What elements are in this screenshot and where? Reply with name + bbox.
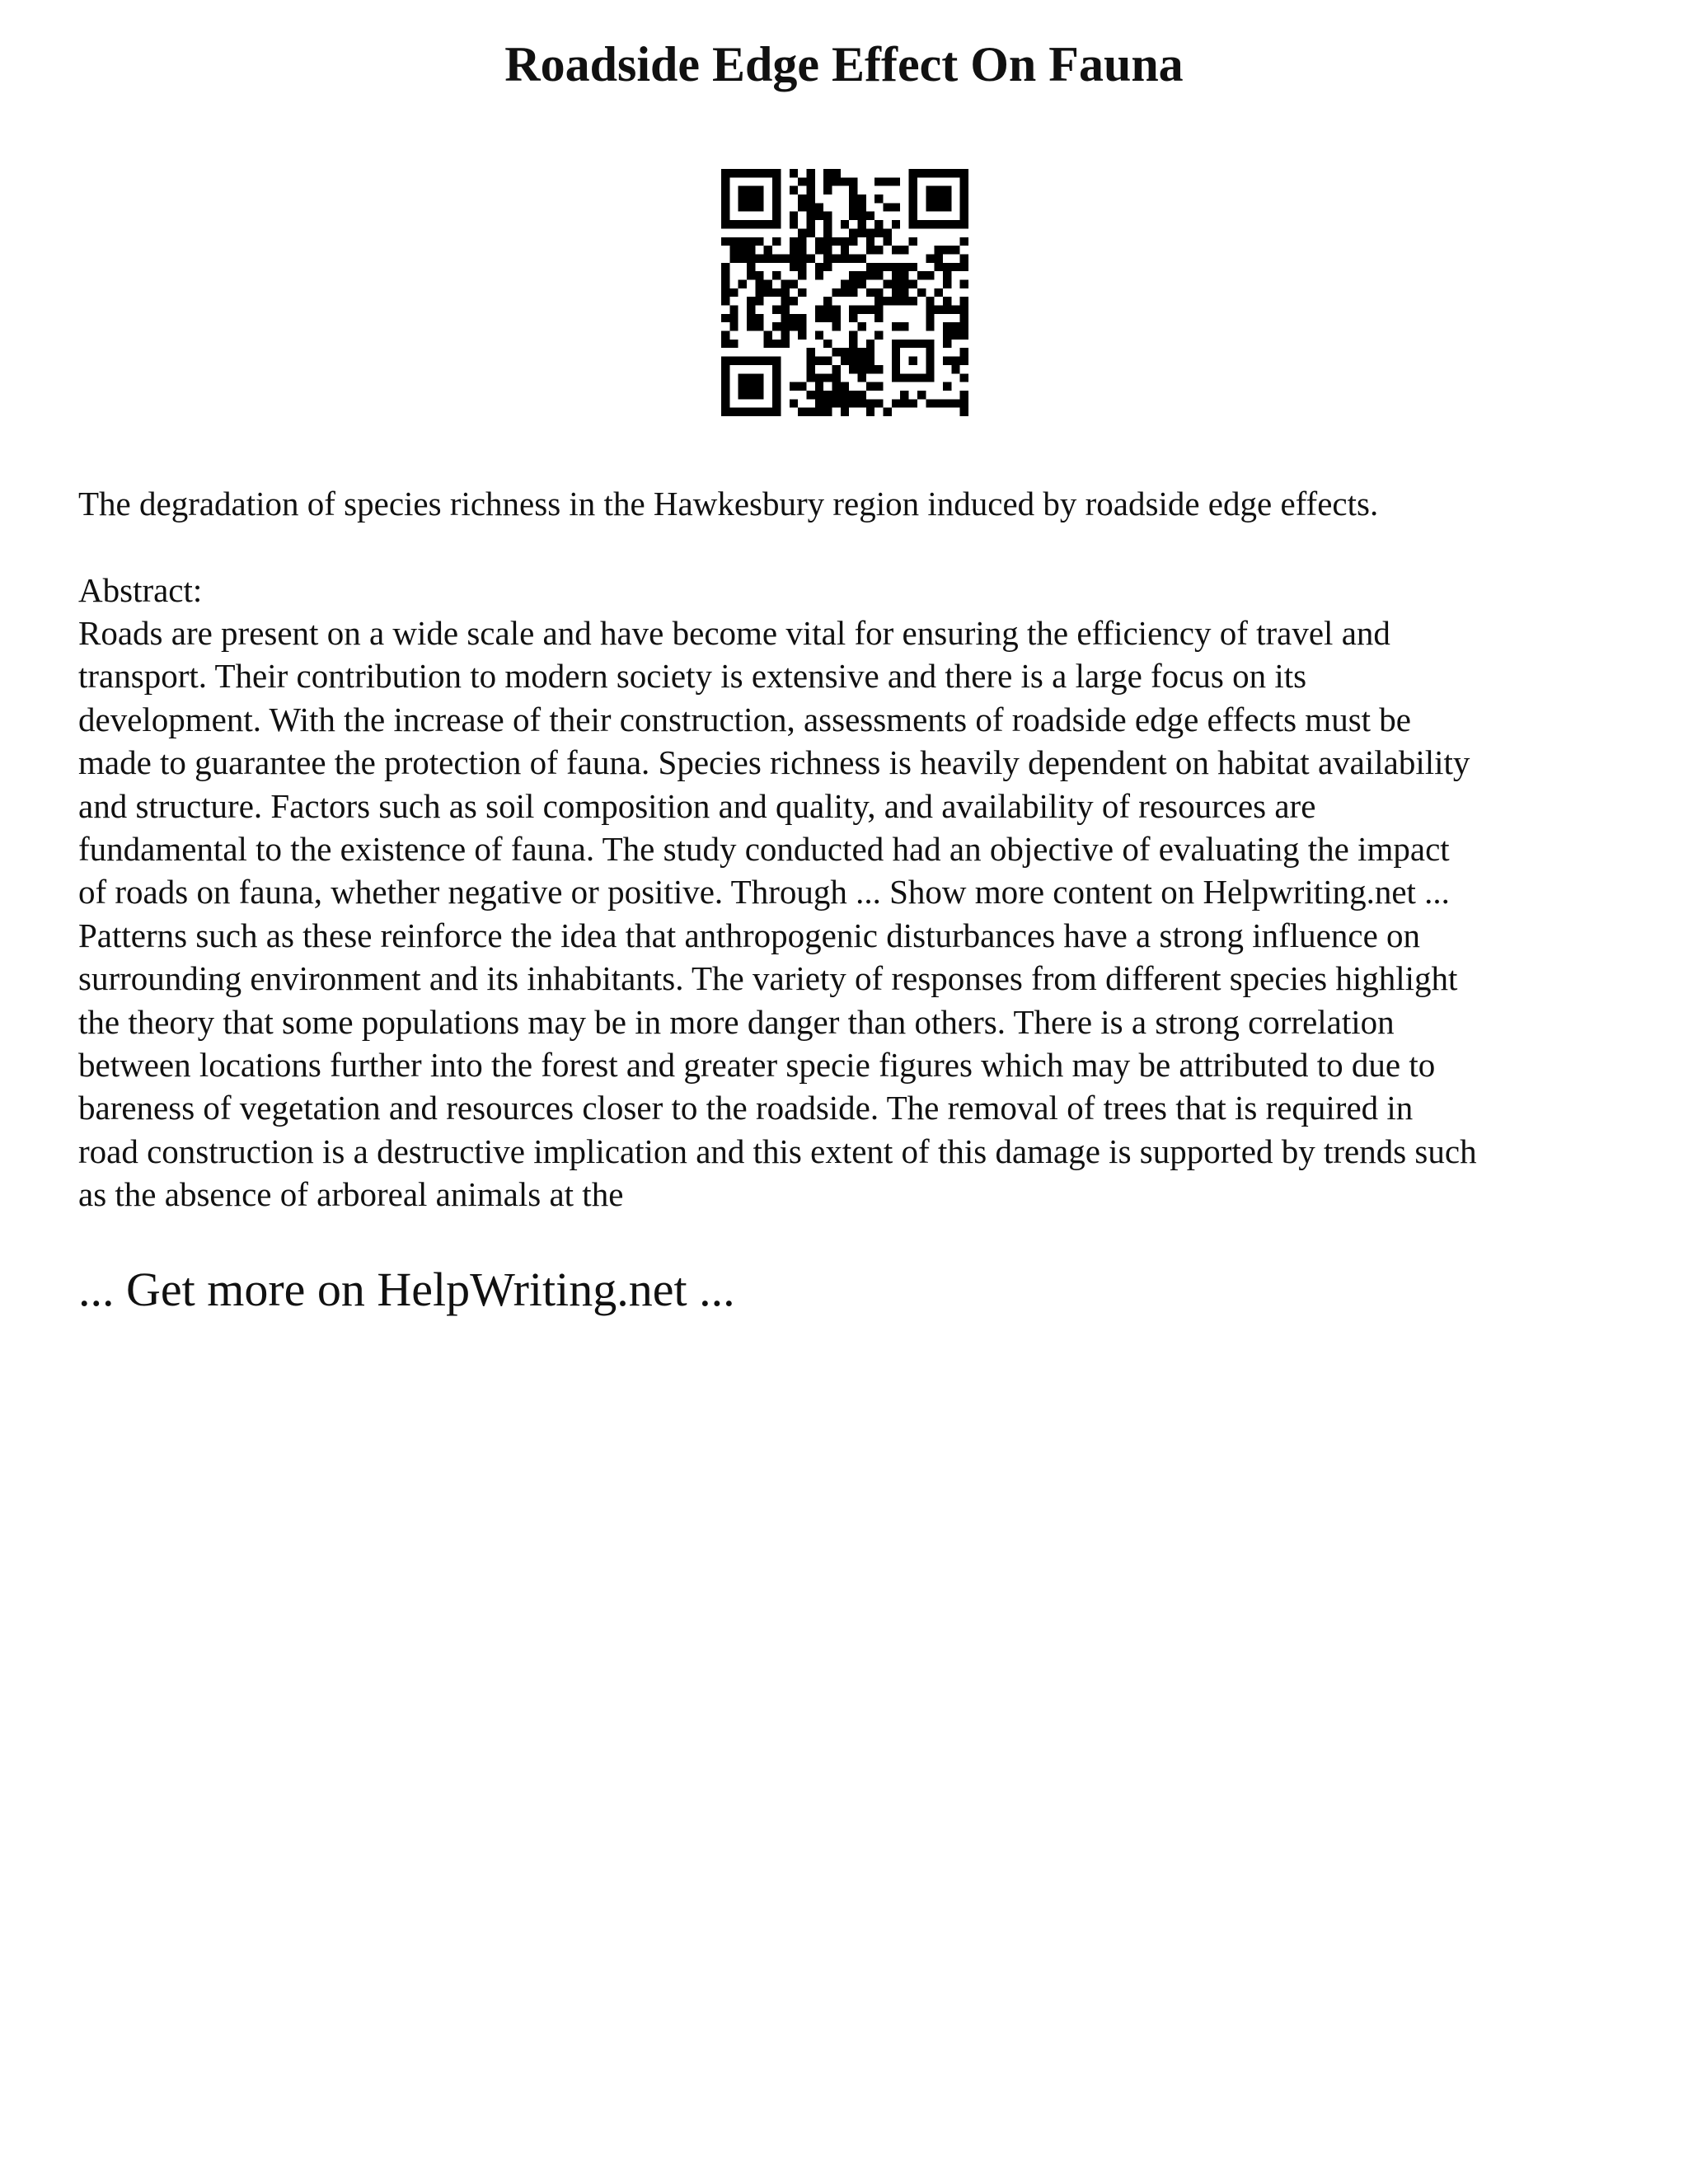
abstract-line: Patterns such as these reinforce the idea that anthropogenic disturbances have a strong influence on [78,916,1421,954]
abstract-line: road construction is a destructive implication and this extent of this damage is supported by trends such [78,1132,1477,1170]
qr-code-icon [721,169,968,416]
get-more-link[interactable]: ... Get more on HelpWriting.net ... [78,1263,735,1316]
abstract-line: surrounding environment and its inhabitants. The variety of responses from different species highlight [78,959,1458,998]
abstract-line: transport. Their contribution to modern society is extensive and there is a large focus on its [78,657,1307,696]
abstract-line: as the absence of arboreal animals at the [78,1175,624,1214]
abstract-line: between locations further into the forest and greater specie figures which may be attributed to due to [78,1046,1436,1085]
abstract-line: development. With the increase of their construction, assessments of roadside edge effects must be [78,700,1411,738]
abstract-line: the theory that some populations may be in more danger than others. There is a strong correlation [78,1002,1395,1041]
abstract-body [78,612,1628,1216]
abstract-label: Abstract: [78,571,203,609]
abstract-line: fundamental to the existence of fauna. The study conducted had an objective of evaluating the impact [78,830,1450,869]
abstract-line: of roads on fauna, whether negative or positive. Through ... Show more content on Helpwriting.net ... [78,873,1450,912]
document-subtitle: The degradation of species richness in the Hawkesbury region induced by roadside edge effects. [78,485,1379,523]
document-title: Roadside Edge Effect On Fauna [504,37,1184,91]
abstract-line: made to guarantee the protection of fauna. Species richness is heavily dependent on habitat availability [78,743,1470,782]
abstract-line: and structure. Factors such as soil composition and quality, and availability of resources are [78,786,1316,825]
abstract-line: Roads are present on a wide scale and have become vital for ensuring the efficiency of travel and [78,614,1390,652]
abstract-line: bareness of vegetation and resources closer to the roadside. The removal of trees that is required in [78,1089,1414,1127]
